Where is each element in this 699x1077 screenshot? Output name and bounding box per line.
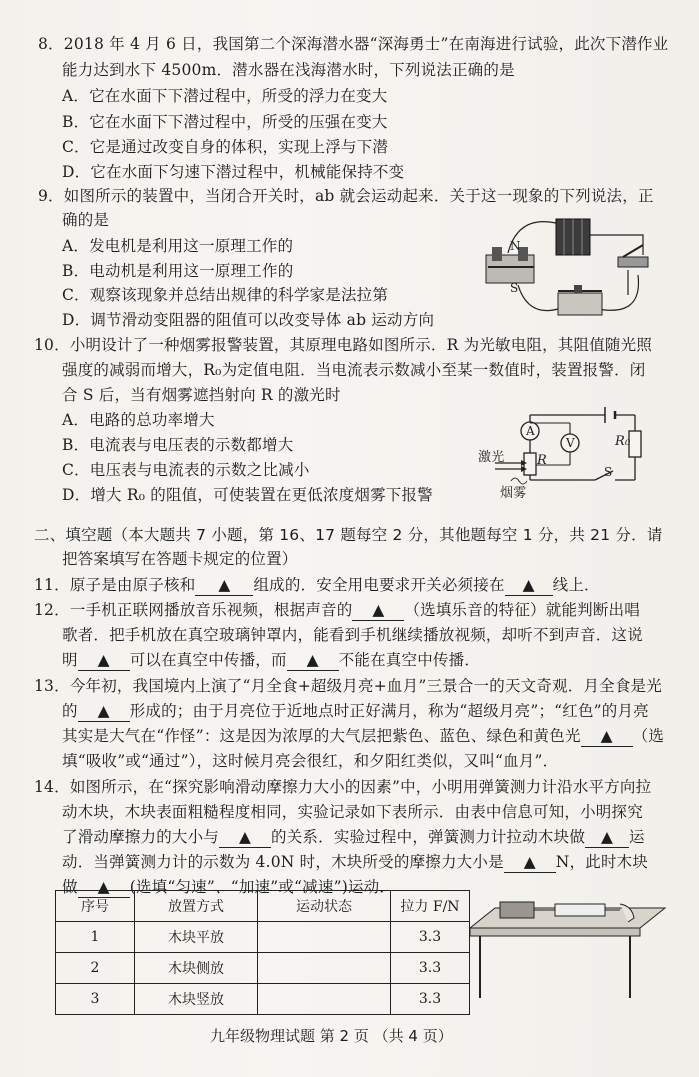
- q14-line5: 做 ▲ (选填“匀速”、“加速”或“减速”)运动．: [62, 878, 396, 896]
- table-header: 序号: [56, 891, 135, 922]
- table-cell: 3.3: [391, 922, 470, 953]
- q14-line2: 动木块，木块表面粗糙程度相同，实验记录如下表所示．由表中信息可知，小明探究: [62, 803, 643, 821]
- table-header: 放置方式: [135, 891, 258, 922]
- q8-stem-line1: 8．2018 年 4 月 6 日，我国第二个深海潜水器“深海勇士”在南海进行试验，此次下潜作业: [38, 35, 669, 53]
- q12-blank-3[interactable]: ▲: [287, 650, 339, 671]
- q10-option-b: B．电流表与电压表的示数都增大: [62, 436, 294, 454]
- q8-option-d: D．它在水面下匀速下潜过程中，机械能保持不变: [62, 163, 405, 181]
- q14-record-table: [55, 890, 470, 1015]
- q10-fig-r0-label: R₀: [615, 434, 631, 449]
- q12-blank-2[interactable]: ▲: [78, 650, 130, 671]
- q9-option-d: D．调节滑动变阻器的阻值可以改变导体 ab 运动方向: [62, 311, 435, 329]
- q13-line3: 其实是大气在“作怪”：这是因为浓厚的大气层把紫色、蓝色、绿色和黄色光 ▲ （选: [62, 727, 665, 745]
- q10-fig-s-label: S: [604, 465, 613, 479]
- table-header-row: [56, 891, 470, 922]
- table-cell: [258, 984, 391, 1015]
- table-cell: 1: [56, 922, 135, 953]
- q9-stem-line2: 确的是: [62, 211, 110, 229]
- q13-line1: 13．今年初，我国境内上演了“月全食+超级月亮+血月”三景合一的天文奇观．月全食是光: [34, 677, 662, 695]
- q12-line3: 明 ▲ 可以在真空中传播，而 ▲ 不能在真空中传播．: [62, 651, 481, 669]
- q11-blank-2[interactable]: ▲: [505, 575, 553, 596]
- page-footer: 九年级物理试题 第 2 页 （共 4 页）: [210, 1027, 453, 1045]
- table-cell: 3.3: [391, 953, 470, 984]
- table-header: 拉力 F/N: [391, 891, 470, 922]
- table-cell: 木块平放: [135, 922, 258, 953]
- q14-blank-2[interactable]: ▲: [585, 827, 629, 848]
- q12-line2: 歌者．把手机放在真空玻璃钟罩内，能看到手机继续播放视频，却听不到声音．这说: [62, 626, 643, 644]
- table-cell: 2: [56, 953, 135, 984]
- q10-option-c: C．电压表与电流表的示数之比减小: [62, 461, 310, 479]
- table-row: [56, 922, 470, 953]
- q14-blank-4[interactable]: ▲: [78, 877, 130, 898]
- q14-blank-3[interactable]: ▲: [504, 852, 556, 873]
- q11-text: 11．原子是由原子核和 ▲ 组成的．安全用电要求开关必须接在 ▲ 线上．: [34, 576, 600, 594]
- q8-stem-line2: 能力达到水下 4500m．潜水器在浅海潜水时，下列说法正确的是: [62, 61, 515, 79]
- table-row: [56, 984, 470, 1015]
- table-cell: [258, 953, 391, 984]
- q10-fig-ammeter-label: A: [526, 424, 535, 438]
- q11-blank-1[interactable]: ▲: [195, 575, 253, 596]
- q13-line4: 填“吸收”或“通过”），这时候月亮会很红，和夕阳红类似，又叫“血月”．: [62, 752, 559, 770]
- q9-option-c: C．观察该现象并总结出规律的科学家是法拉第: [62, 286, 389, 304]
- q10-option-a: A．电路的总功率增大: [62, 411, 215, 429]
- q13-blank-2[interactable]: ▲: [581, 726, 633, 747]
- q9-fig-s-label: S: [510, 281, 519, 295]
- q9-stem-line1: 9．如图所示的装置中，当闭合开关时，ab 就会运动起来．关于这一现象的下列说法，正: [38, 187, 654, 205]
- q10-fig-voltmeter-label: V: [566, 436, 575, 450]
- table-header: 运动状态: [258, 891, 391, 922]
- q14-line3: 了滑动摩擦力的大小与 ▲ 的关系．实验过程中，弹簧测力计拉动木块做 ▲ 运: [62, 828, 645, 846]
- q14-line4: 动．当弹簧测力计的示数为 4.0N 时，木块所受的摩擦力大小是 ▲ N，此时木块: [62, 853, 649, 871]
- q9-option-b: B．电动机是利用这一原理工作的: [62, 262, 294, 280]
- q9-option-a: A．发电机是利用这一原理工作的: [62, 237, 294, 255]
- q10-fig-r-label: R: [537, 453, 547, 468]
- section2-heading-line1: 二、填空题（本大题共 7 小题，第 16、17 题每空 2 分，其他题每空 1 分，共 21 分．请: [34, 526, 663, 544]
- q10-fig-smoke-label: 烟雾: [500, 486, 527, 501]
- table-cell: 木块侧放: [135, 953, 258, 984]
- q13-blank-1[interactable]: ▲: [78, 701, 130, 722]
- q14-blank-1[interactable]: ▲: [219, 827, 271, 848]
- q10-stem-line2: 强度的减弱而增大，R₀为定值电阻．当电流表示数减小至某一数值时，装置报警．闭: [62, 361, 646, 379]
- q12-blank-1[interactable]: ▲: [352, 600, 404, 621]
- q10-option-d: D．增大 R₀ 的阻值，可使装置在更低浓度烟雾下报警: [62, 486, 433, 504]
- q8-option-b: B．它在水面下下潜过程中，所受的压强在变大: [62, 113, 388, 131]
- table-cell: 3: [56, 984, 135, 1015]
- table-cell: 木块竖放: [135, 984, 258, 1015]
- q10-stem-line3: 合 S 后，当有烟雾遮挡射向 R 的激光时: [62, 386, 341, 404]
- q10-stem-line1: 10．小明设计了一种烟雾报警装置，其原理电路如图所示．R 为光敏电阻，其阻值随光照: [34, 336, 653, 354]
- q12-line1: 12．一手机正联网播放音乐视频，根据声音的 ▲ （选填乐音的特征）就能判断出唱: [34, 601, 640, 619]
- q9-motor-apparatus-figure: [478, 205, 668, 325]
- q8-option-a: A．它在水面下下潜过程中，所受的浮力在变大: [62, 87, 388, 105]
- q13-line2: 的 ▲ 形成的；由于月亮位于近地点时正好满月，称为“超级月亮”；“红色”的月亮: [62, 702, 649, 720]
- table-cell: 3.3: [391, 984, 470, 1015]
- q14-line1: 14．如图所示，在“探究影响滑动摩擦力大小的因素”中，小明用弹簧测力计沿水平方向拉: [34, 778, 652, 796]
- table-row: [56, 953, 470, 984]
- table-cell: [258, 922, 391, 953]
- section2-heading-line2: 把答案填写在答题卡规定的位置）: [62, 550, 298, 568]
- q8-option-c: C．它是通过改变自身的体积，实现上浮与下潜: [62, 138, 389, 156]
- q14-friction-experiment-figure: [460, 888, 670, 1008]
- q9-fig-n-label: N: [510, 239, 521, 253]
- q10-fig-laser-label: 激光: [478, 450, 505, 465]
